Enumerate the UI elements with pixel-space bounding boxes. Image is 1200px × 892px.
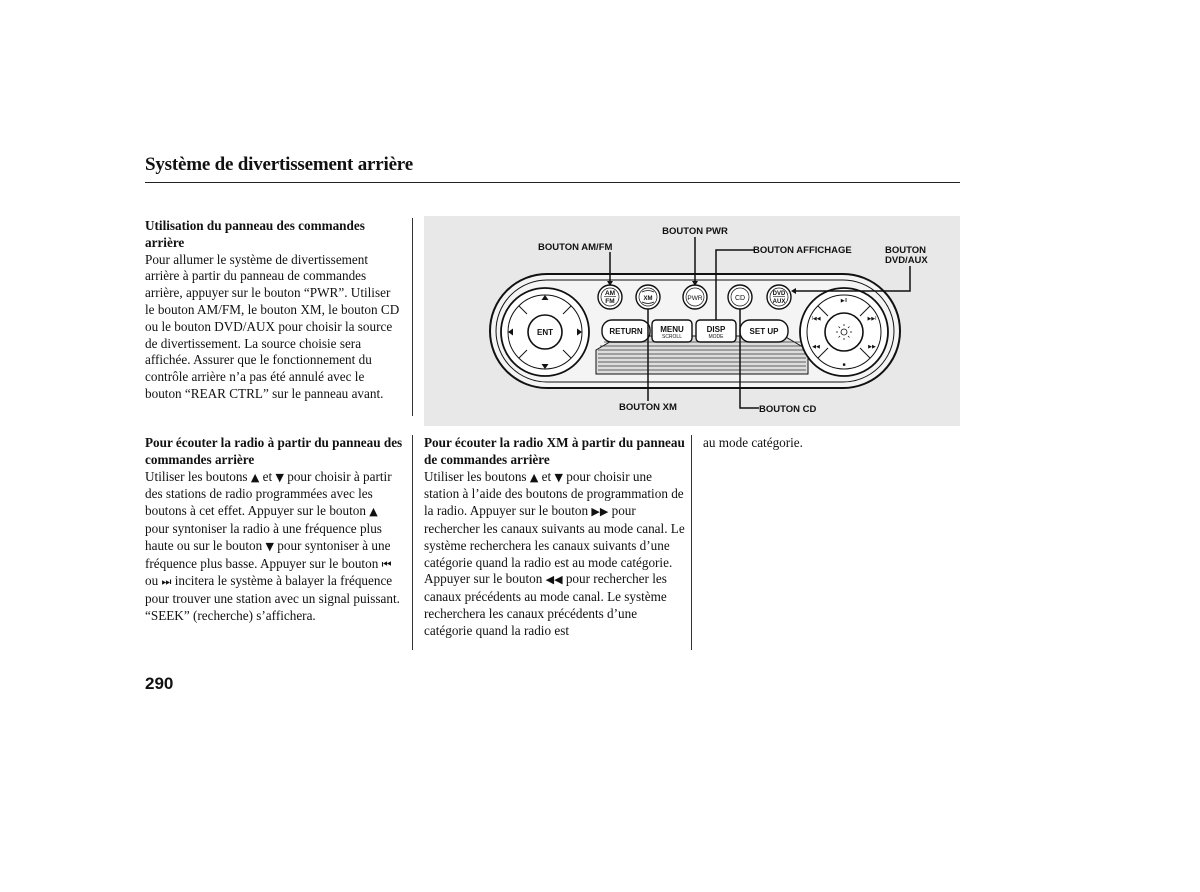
triangle-up-icon: ▲ xyxy=(529,470,539,484)
svg-text:■: ■ xyxy=(842,362,846,368)
triangle-down-icon: ▼ xyxy=(554,470,563,484)
svg-text:FM: FM xyxy=(605,298,615,305)
amfm-callout-label: BOUTON AM/FM xyxy=(538,242,613,253)
svg-text:▶▶I: ▶▶I xyxy=(867,316,877,322)
svg-text:RETURN: RETURN xyxy=(609,327,643,336)
svg-text:▶II: ▶II xyxy=(840,298,848,304)
section-controls-usage xyxy=(145,218,403,403)
column-divider xyxy=(412,435,413,650)
pwr-button[interactable] xyxy=(683,285,707,309)
triangle-up-icon: ▲ xyxy=(369,505,378,519)
svg-text:I◀◀: I◀◀ xyxy=(811,316,821,322)
page-number: 290 xyxy=(145,674,174,693)
svg-text:SET UP: SET UP xyxy=(749,327,779,336)
affichage-callout-label: BOUTON AFFICHAGE xyxy=(753,245,852,256)
section-xm-radio-rear xyxy=(424,435,686,640)
right-control-pad[interactable] xyxy=(800,288,888,376)
pwr-callout-label: BOUTON PWR xyxy=(662,226,728,237)
triangle-down-icon: ▼ xyxy=(275,470,284,484)
svg-text:DISP: DISP xyxy=(706,325,726,334)
control-panel-diagram xyxy=(424,216,960,426)
triangle-down-icon: ▼ xyxy=(265,539,274,553)
section-continued xyxy=(703,435,958,452)
return-button[interactable] xyxy=(602,320,650,342)
xm-callout-label: BOUTON XM xyxy=(619,402,677,413)
triangle-up-icon: ▲ xyxy=(250,470,260,484)
section-heading: Pour écouter la radio XM à partir du panneau de commandes arrière xyxy=(424,435,685,467)
svg-text:CD: CD xyxy=(734,295,746,302)
paragraph: Pour allumer le système de divertissement arrière à partir du panneau de commandes arrière, appuyer sur le bouton “PWR”. Utiliser le bouton AM/FM, le bouton XM, le bouton CD ou le bouton DVD/AUX pour choisir la source de divertissement. La source choisie sera affichée. Assurer que le fonctionnement du contrôle arrière n’a pas été annulé avec le bouton “REAR CTRL” sur le panneau avant. xyxy=(145,251,400,401)
svg-text:XM: XM xyxy=(643,296,653,302)
amfm-button[interactable] xyxy=(598,285,622,309)
section-heading: Utilisation du panneau des commandes arrière xyxy=(145,218,365,250)
ent-button-label: ENT xyxy=(537,328,553,337)
fast-forward-icon: ▶▶ xyxy=(591,505,609,519)
cd-button[interactable] xyxy=(728,285,752,309)
svg-text:MODE: MODE xyxy=(708,334,724,340)
column-divider xyxy=(412,218,413,416)
section-heading: Pour écouter la radio à partir du panneau des commandes arrière xyxy=(145,435,403,467)
section-title: Système de divertissement arrière xyxy=(145,154,413,175)
title-rule xyxy=(145,182,960,183)
svg-text:AM: AM xyxy=(604,290,616,297)
section-radio-rear xyxy=(145,435,403,625)
setup-button[interactable] xyxy=(740,320,788,342)
skip-back-icon: ⏮ xyxy=(381,557,392,571)
svg-text:PWR: PWR xyxy=(687,295,703,302)
svg-text:▶▶: ▶▶ xyxy=(868,344,876,350)
menu-scroll-button[interactable] xyxy=(652,320,692,342)
svg-text:DVD: DVD xyxy=(772,291,786,297)
dvd-callout-label: BOUTON xyxy=(885,245,926,256)
paragraph: Utiliser les boutons ▲ et ▼ pour choisir une station à l’aide des boutons de programmation de la radio. Appuyer sur le bouton ▶▶ pour rechercher les canaux suivants au mode canal. Le système recherchera les canaux suivants d’une catégorie quand la radio est au mode catégorie. Appuyer sur le bouton ◀◀ pour rechercher les canaux précédents au mode canal. Le système recherchera les canaux précédents d’une catégorie quand la radio est xyxy=(424,468,685,638)
rewind-icon: ◀◀ xyxy=(545,573,563,587)
svg-text:◀◀: ◀◀ xyxy=(812,344,820,350)
cd-callout-label: BOUTON CD xyxy=(759,404,817,415)
skip-forward-icon: ⏭ xyxy=(161,575,172,589)
left-direction-pad[interactable] xyxy=(501,288,589,376)
svg-text:AUX: AUX xyxy=(772,299,786,305)
dvd-aux-button[interactable] xyxy=(767,285,791,309)
paragraph: au mode catégorie. xyxy=(703,435,803,450)
disp-mode-button[interactable] xyxy=(696,320,736,342)
xm-button[interactable] xyxy=(636,285,660,309)
column-divider xyxy=(691,435,692,650)
rear-control-panel-figure xyxy=(424,216,960,426)
paragraph: Utiliser les boutons ▲ et ▼ pour choisir à partir des stations de radio programmées avec les boutons à cet effet. Appuyer sur le bouton ▲ pour syntoniser la radio à une fréquence plus haute ou sur le bouton ▼ pour syntoniser à une fréquence plus basse. Appuyer sur le bouton ⏮ ou ⏭ incitera le système à balayer la fréquence pour trouver une station avec un signal puissant. “SEEK” (recherche) s’affichera. xyxy=(145,468,400,623)
dvd-callout-label-2: DVD/AUX xyxy=(885,255,928,266)
svg-text:MENU: MENU xyxy=(660,325,684,334)
svg-text:SCROLL: SCROLL xyxy=(661,334,683,340)
